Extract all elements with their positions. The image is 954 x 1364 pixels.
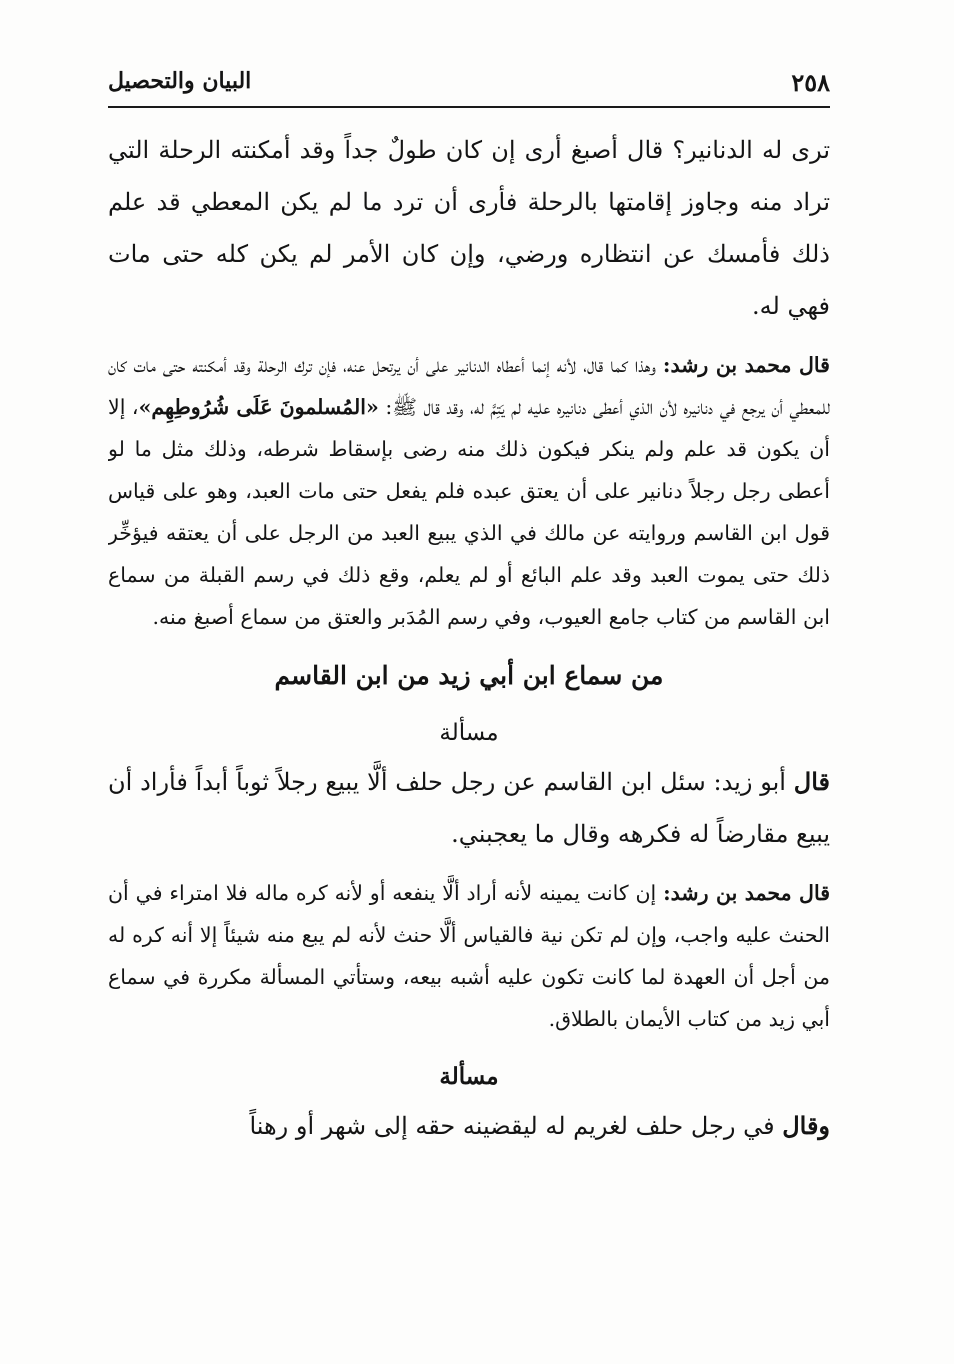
masala-heading-1: مسألة [439,720,499,746]
paragraph-2-text-a: وهذا كما قال، لأنه إنما أعطاه الدنانير على أن يرتحل عنه، فإن ترك الرحلة وقد أمكنته حتى مات كان للمعطي أن يرجع في دنانيره لأن الذي أعطى دنانيره عليه لم يَتِمَّ له، وقد قال ﷺ: [108,353,830,419]
paragraph-1: ترى له الدنانير؟ قال أصبغ أرى إن كان طولٌ جداً وقد أمكنته الرحلة التي تراد منه وجاوز إقامتها بالرحلة فأرى أن ترد ما لم يكن المعطي قد علم ذلك فأمسك عن انتظاره ورضي، وإن كان الأمر لم يكن كله حتى مات فهي له. [108,136,830,320]
speaker-label-2: وقال [782,1111,830,1140]
page-body [108,124,830,1294]
commentator-label: قال محمد بن رشد: [662,353,830,377]
speaker-label: قال [793,767,830,796]
page-header [108,64,830,108]
paragraph-3 [108,756,830,860]
hadith-quote: «المُسلمونَ عَلَى شُرُوطِهِم» [138,395,379,419]
commentator-label-2: قال محمد بن رشد: [663,881,830,905]
paragraph-4-text: إن كانت يمينه لأنه أراد ألَّا ينفعه أو لأنه كره ماله فلا امتراء في أن الحنث عليه واجب، وإن لم تكن نية فالقياس ألَّا حنث لأنه لم يبع منه شيئاً إلا أنه كره له من أجل أن العهدة لما كانت تكون عليه أشبه بيعه، وستأتي المسألة مكررة في سماع أبي زيد من كتاب الأيمان بالطلاق. [108,881,830,1031]
paragraph-2-text-b: ، إلا أن يكون قد علم ولم ينكر فيكون ذلك منه رضى بإسقاط شرطه، وذلك مثل ما لو أعطى رجل رجلاً دنانير على أن يعتق عبده فلم يفعل حتى مات العبد، وهو على قياس قول ابن القاسم وروايته عن مالك في الذي يبيع العبد من الرجل على أن يعتقه فيؤخِّر ذلك حتى يموت العبد وقد علم البائع أو لم يعلم، وقع ذلك في رسم القبلة من سماع ابن القاسم من كتاب جامع العيوب، وفي رسم المُدَبر والعتق من سماع أصبغ منه. [108,395,830,629]
section-heading: من سماع ابن أبي زيد من ابن القاسم [274,661,664,690]
running-title: البيان والتحصيل [108,68,252,94]
header-divider [108,106,830,108]
paragraph-2 [108,344,830,638]
paragraph-3-text: أبو زيد: سئل ابن القاسم عن رجل حلف ألَّا يبيع رجلاً ثوباً أبداً فأراد أن يبيع مقارضاً له فكرهه وقال ما يعجبني. [108,768,830,848]
page-number: ٢٥٨ [791,68,830,97]
paragraph-5 [108,1100,830,1152]
masala-heading-2: مسألة [439,1063,499,1090]
paragraph-4 [108,872,830,1040]
paragraph-5-text: في رجل حلف لغريم له ليقضينه حقه إلى شهر أو رهناً [249,1112,783,1140]
